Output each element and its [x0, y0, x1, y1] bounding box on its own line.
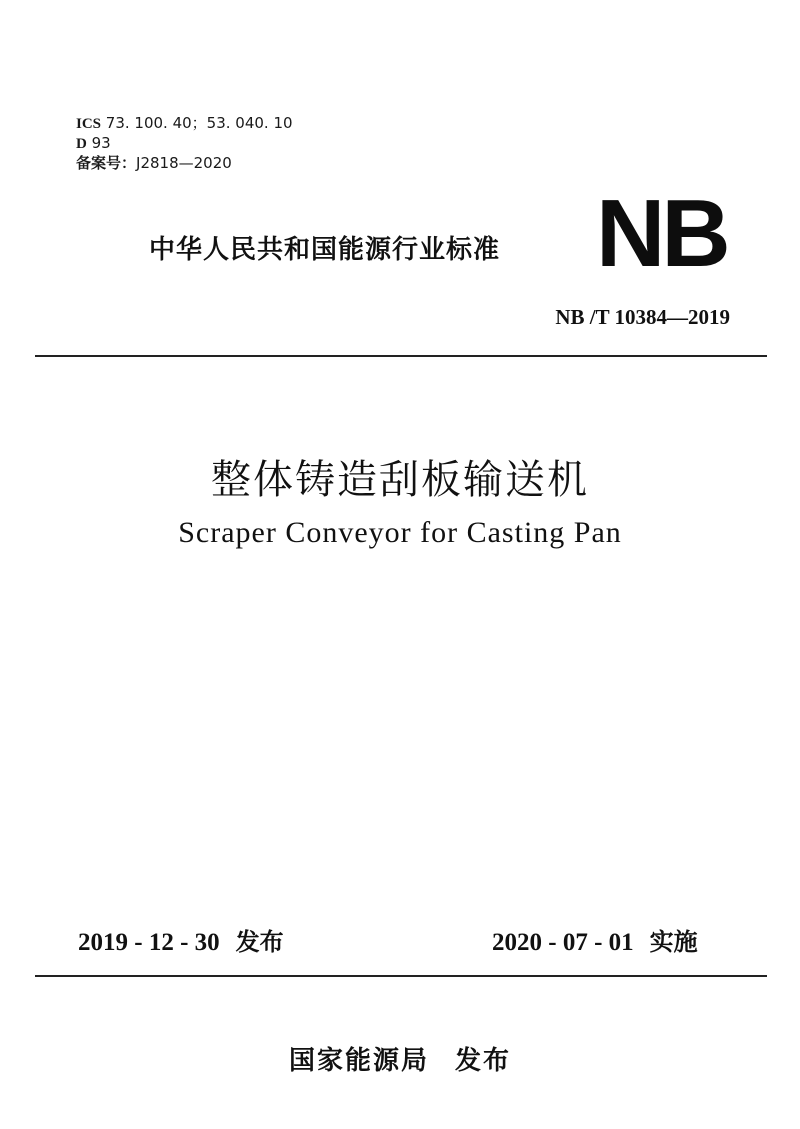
publisher-name: 国家能源局 — [288, 1046, 429, 1076]
record-value: J2818—2020 — [136, 154, 232, 172]
standard-category: 中华人民共和国能源行业标准 — [149, 235, 501, 265]
top-divider — [35, 355, 767, 357]
ics-value: 73. 100. 40；53. 040. 10 — [105, 114, 293, 132]
ccs-key: D — [76, 136, 87, 152]
implementation-date: 2020 - 07 - 01 — [492, 929, 634, 956]
record-number — [76, 154, 232, 172]
record-label: 备案号： — [76, 154, 137, 172]
document-title-chinese: 整体铸造刮板输送机 — [211, 457, 589, 503]
ics-key: ICS — [76, 116, 102, 132]
ccs-code — [76, 134, 111, 153]
issue-date-line — [78, 922, 284, 957]
standard-number: NB /T 10384—2019 — [555, 305, 730, 329]
issue-date: 2019 - 12 - 30 — [78, 929, 220, 956]
ccs-value: 93 — [91, 134, 111, 152]
implementation-date-line — [492, 922, 698, 957]
publisher-line — [0, 1040, 800, 1077]
implementation-label: 实施 — [649, 928, 698, 956]
publisher-label: 发布 — [455, 1046, 512, 1076]
issue-label: 发布 — [235, 928, 284, 956]
document-title-english: Scraper Conveyor for Casting Pan — [178, 516, 622, 549]
nb-logo: NB — [596, 180, 727, 287]
bottom-divider — [35, 975, 767, 977]
ics-code — [76, 114, 293, 133]
